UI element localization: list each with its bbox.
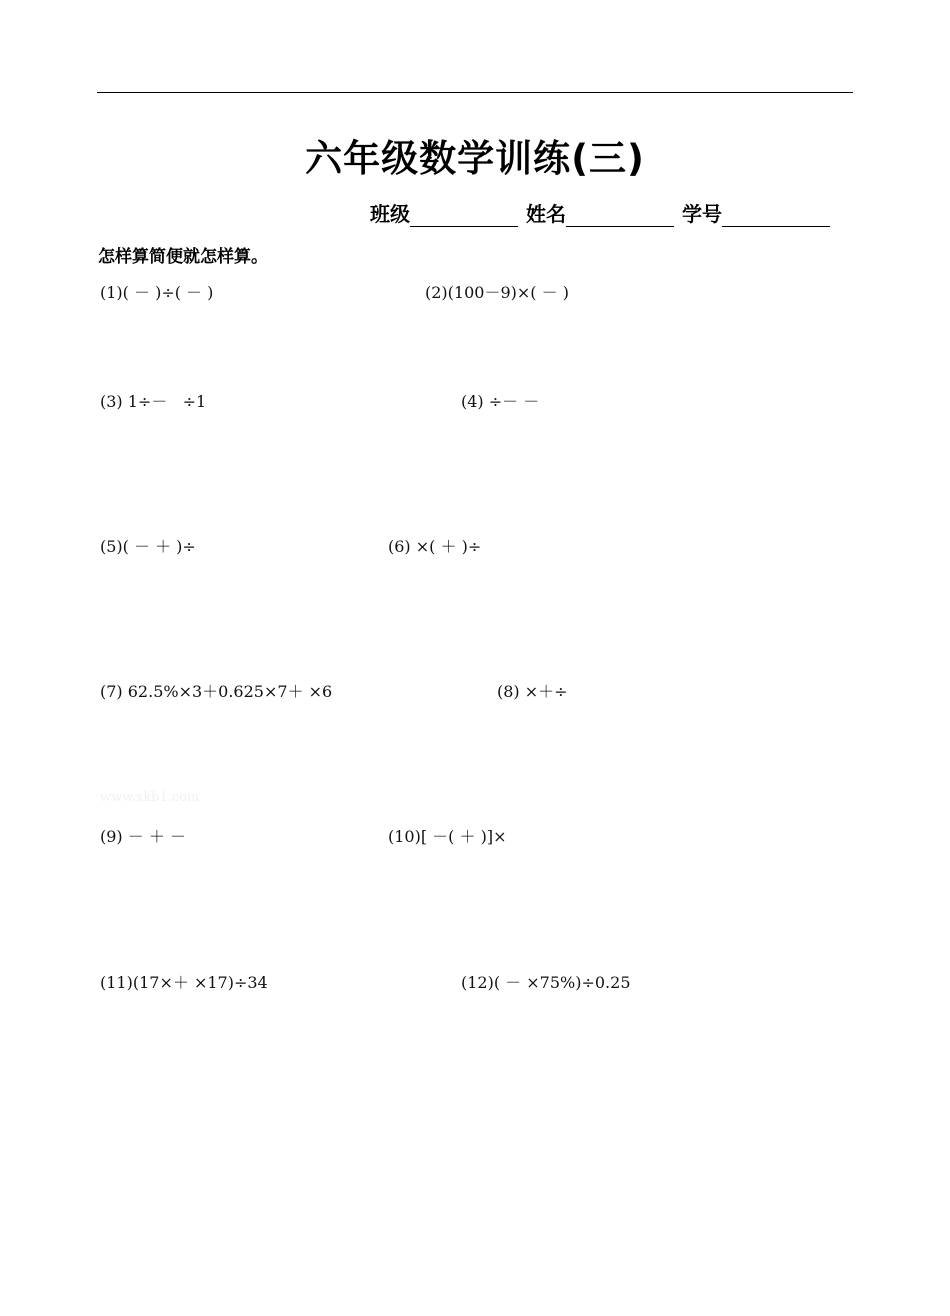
problem-3: (3) 1÷－ ÷1 (100, 392, 207, 411)
class-label: 班级 (370, 202, 410, 226)
problem-11: (11)(17×＋ ×17)÷34 (100, 973, 268, 992)
problem-10: (10)[ －( ＋ )]× (388, 827, 507, 846)
problem-1: (1)( － )÷( － ) (100, 283, 214, 302)
header-rule (97, 92, 853, 93)
name-blank[interactable] (566, 204, 674, 227)
problem-2: (2)(100－9)×( － ) (425, 283, 569, 302)
problem-7: (7) 62.5%×3＋0.625×7＋ ×6 (100, 682, 333, 701)
name-label: 姓名 (526, 202, 566, 226)
problem-5: (5)( － ＋ )÷ (100, 537, 196, 556)
student-id-blank[interactable] (722, 204, 830, 227)
problem-6: (6) ×( ＋ )÷ (388, 537, 482, 556)
instruction-text: 怎样算简便就怎样算。 (98, 247, 268, 267)
class-blank[interactable] (410, 204, 518, 227)
watermark: www.xkb1.com (100, 790, 200, 805)
problem-4: (4) ÷－ － (461, 392, 540, 411)
problem-12: (12)( － ×75%)÷0.25 (461, 973, 631, 992)
student-id-label: 学号 (682, 202, 722, 226)
problem-8: (8) ×＋÷ (497, 682, 568, 701)
problem-9: (9) － ＋ － (100, 827, 186, 846)
page-title: 六年级数学训练(三) (305, 137, 645, 180)
student-info-row (370, 198, 854, 227)
